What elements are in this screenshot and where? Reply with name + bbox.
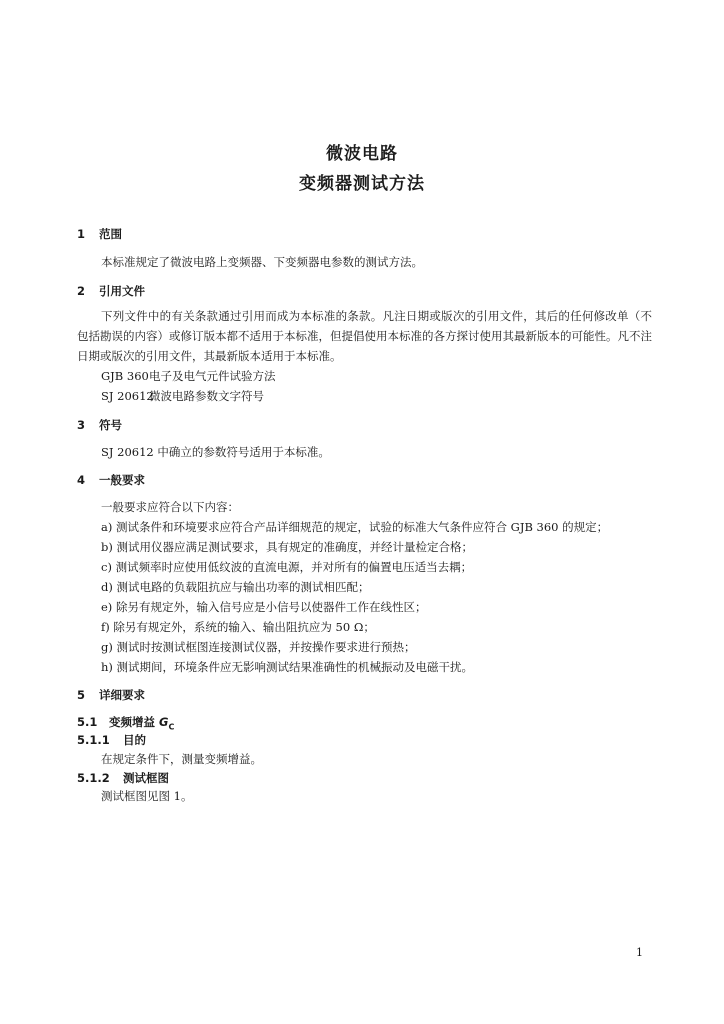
page-number: 1 — [636, 946, 643, 959]
section-3-body: SJ 20612 中确立的参数符号适用于本标准。 — [101, 445, 330, 459]
reference-sj20612 — [101, 389, 264, 403]
gain-symbol: G — [159, 715, 169, 729]
reference-code: GJB 360 — [101, 369, 149, 383]
section-5-1-1-title: 目的 — [123, 733, 146, 747]
section-5-1-title: 变频增益 — [109, 715, 155, 729]
section-5-1-2-body: 测试框图见图 1。 — [101, 789, 193, 803]
doc-title-line1: 微波电路 — [326, 144, 398, 164]
section-5-1-number: 5.1 — [77, 715, 98, 729]
section-3-title: 符号 — [99, 418, 122, 432]
section-4-number: 4 — [77, 473, 86, 487]
section-5-1-heading — [77, 715, 174, 734]
section-2-heading — [77, 284, 145, 298]
reference-name: 微波电路参数文字符号 — [149, 389, 264, 403]
section-2-number: 2 — [77, 284, 86, 298]
section-5-heading — [77, 688, 145, 702]
section-5-1-2-heading — [77, 771, 169, 785]
reference-code: SJ 20612 — [101, 389, 154, 403]
requirement-item-c: c) 测试频率时应使用低纹波的直流电源，并对所有的偏置电压适当去耦； — [101, 560, 473, 574]
section-4-title: 一般要求 — [99, 473, 145, 487]
section-3-heading — [77, 418, 122, 432]
section-4-intro: 一般要求应符合以下内容： — [101, 500, 239, 514]
reference-name: 电子及电气元件试验方法 — [149, 369, 276, 383]
section-2-body: 下列文件中的有关条款通过引用而成为本标准的条款。凡注日期或版次的引用文件，其后的任何修改单（不包括勘误的内容）或修订版本都不适用于本标准，但提倡使用本标准的各方探讨使用其最新版本的可能性。凡不注日期或版次的引用文件，其最新版本适用于本标准。 — [77, 309, 652, 363]
section-5-1-2-title: 测试框图 — [123, 771, 169, 785]
requirement-item-b: b) 测试用仪器应满足测试要求，具有规定的准确度，并经计量检定合格； — [101, 540, 473, 554]
gain-symbol-subscript: C — [168, 722, 175, 732]
section-1-heading — [77, 227, 122, 241]
section-3-number: 3 — [77, 418, 86, 432]
requirement-item-h: h) 测试期间，环境条件应无影响测试结果准确性的机械振动及电磁干扰。 — [101, 660, 474, 674]
section-5-1-1-number: 5.1.1 — [77, 733, 110, 747]
doc-title-line2: 变频器测试方法 — [299, 174, 425, 194]
requirement-item-a: a) 测试条件和环境要求应符合产品详细规范的规定，试验的标准大气条件应符合 GJB 360 的规定； — [101, 520, 609, 534]
section-5-1-1-heading — [77, 733, 146, 747]
section-1-body: 本标准规定了微波电路上变频器、下变频器电参数的测试方法。 — [101, 255, 423, 269]
section-2-title: 引用文件 — [99, 284, 145, 298]
reference-gjb360 — [101, 369, 276, 383]
section-5-1-2-number: 5.1.2 — [77, 771, 110, 785]
requirement-item-e: e) 除另有规定外，输入信号应是小信号以使器件工作在线性区； — [101, 600, 427, 614]
requirement-item-f: f) 除另有规定外，系统的输入、输出阻抗应为 50 Ω； — [101, 620, 375, 634]
section-1-title: 范围 — [99, 227, 122, 241]
section-5-number: 5 — [77, 688, 86, 702]
section-1-number: 1 — [77, 227, 86, 241]
requirement-item-d: d) 测试电路的负载阻抗应与输出功率的测试相匹配； — [101, 580, 370, 594]
section-5-title: 详细要求 — [99, 688, 145, 702]
section-4-heading — [77, 473, 145, 487]
section-5-1-1-body: 在规定条件下，测量变频增益。 — [101, 752, 262, 766]
requirement-item-g: g) 测试时按测试框图连接测试仪器，并按操作要求进行预热； — [101, 640, 416, 654]
